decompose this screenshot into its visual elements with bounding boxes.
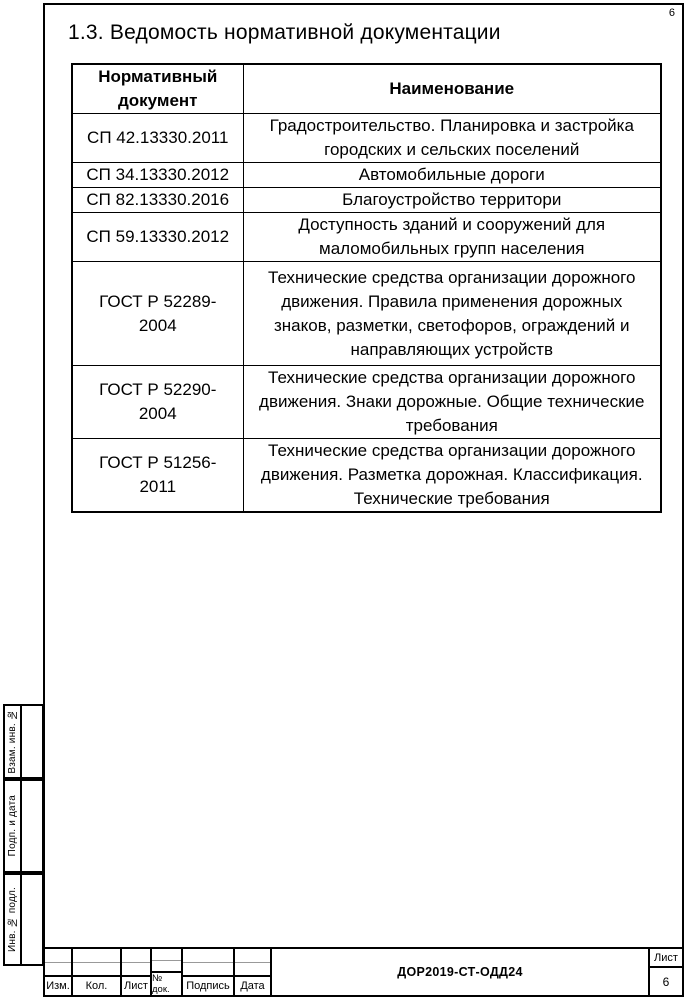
title-block-empty-cell [183, 962, 233, 975]
doc-name-cell: Доступность зданий и сооружений для маломобильных групп населения [243, 213, 661, 262]
page-frame [43, 3, 684, 997]
title-block-empty-cell [152, 960, 181, 971]
stamp-vzam-inv-blank-cell [22, 706, 42, 777]
document-code: ДОР2019-СТ-ОДД24 [272, 949, 650, 995]
stamp-inv-podl [3, 873, 44, 966]
stamp-vzam-inv-label: Взам. инв. № [7, 709, 18, 774]
title-block-empty-cell [73, 949, 120, 962]
stamp-inv-podl-label-cell [5, 875, 22, 964]
doc-code-cell: ГОСТ Р 51256-2011 [72, 439, 243, 513]
title-block-empty-cell [45, 962, 71, 975]
sheet-number: 6 [662, 974, 670, 989]
title-block-empty-cell [122, 962, 150, 975]
title-block-empty-cell [235, 962, 270, 975]
doc-name-cell: Технические средства организации дорожного движения. Правила применения дорожных знаков, разметки, светофоров, ограждений и направляющих устройств [243, 262, 661, 366]
stamp-inv-podl-label: Инв. № подл. [7, 887, 18, 952]
title-block-col-podpis [183, 949, 235, 995]
title-block [45, 947, 682, 995]
title-block-empty-cell [152, 949, 181, 960]
title-block-empty-cell [45, 949, 71, 962]
stamp-inv-podl-blank-cell [22, 875, 42, 964]
table-header-document: Нормативный документ [72, 64, 243, 114]
stamp-podp-data-label: Подп. и дата [7, 795, 18, 857]
title-block-col-list [122, 949, 152, 995]
doc-name-cell: Градостроительство. Планировка и застройка городских и сельских поселений [243, 114, 661, 163]
doc-name-cell: Благоустройство территори [243, 188, 661, 213]
sheet-label: Лист [650, 949, 682, 968]
title-block-col-list-label: Лист [122, 975, 150, 995]
doc-name-cell: Технические средства организации дорожного движения. Разметка дорожная. Классификация. Технические требования [243, 439, 661, 513]
title-block-col-ndok [152, 949, 183, 995]
title-block-col-kol-label: Кол. [73, 975, 120, 995]
title-block-empty-cell [122, 949, 150, 962]
table-row [72, 366, 661, 439]
page-title: 1.3. Ведомость нормативной документации [68, 21, 501, 44]
table-row [72, 213, 661, 262]
doc-code-cell: ГОСТ Р 52289-2004 [72, 262, 243, 366]
table-row [72, 439, 661, 513]
title-block-empty-cell [183, 949, 233, 962]
table-header-row [72, 64, 661, 114]
table-row [72, 262, 661, 366]
stamp-vzam-inv [3, 704, 44, 779]
title-block-col-ndok-label: № док. [152, 971, 181, 995]
title-block-col-izm [45, 949, 73, 995]
doc-code-cell: СП 42.13330.2011 [72, 114, 243, 163]
doc-code-cell: СП 82.13330.2016 [72, 188, 243, 213]
stamp-vzam-inv-label-cell [5, 706, 22, 777]
doc-code-cell: ГОСТ Р 52290-2004 [72, 366, 243, 439]
table-row [72, 188, 661, 213]
doc-code-cell: СП 59.13330.2012 [72, 213, 243, 262]
title-block-col-data-label: Дата [235, 975, 270, 995]
doc-name-cell: Технические средства организации дорожного движения. Знаки дорожные. Общие технические требования [243, 366, 661, 439]
doc-code-cell: СП 34.13330.2012 [72, 163, 243, 188]
title-block-empty-cell [235, 949, 270, 962]
stamp-podp-data-blank-cell [22, 781, 42, 871]
title-block-col-data [235, 949, 272, 995]
title-block-empty-cell [73, 962, 120, 975]
title-block-col-podpis-label: Подпись [183, 975, 233, 995]
doc-name-cell: Автомобильные дороги [243, 163, 661, 188]
table-row [72, 114, 661, 163]
title-block-col-izm-label: Изм. [45, 975, 71, 995]
sheet-cell [650, 949, 682, 995]
table-header-name: Наименование [243, 64, 661, 114]
normative-docs-table [71, 63, 662, 513]
title-block-col-kol [73, 949, 122, 995]
table-row [72, 163, 661, 188]
stamp-podp-data-label-cell [5, 781, 22, 871]
page-number: 6 [668, 7, 675, 19]
stamp-podp-data [3, 779, 44, 873]
